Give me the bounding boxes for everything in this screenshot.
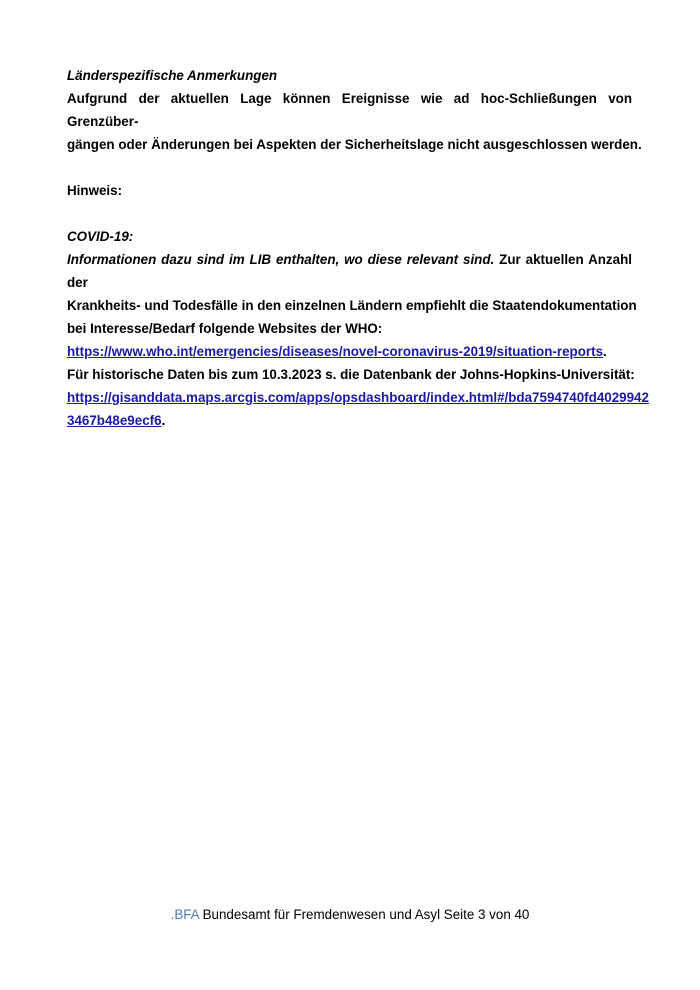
covid-line-3: bei Interesse/Bedarf folgende Websites der WHO: (67, 321, 383, 336)
jhu-link-line-1 (67, 386, 649, 409)
document-body (67, 64, 649, 432)
bfa-logo: .BFA (170, 907, 199, 922)
intro-line-1: Aufgrund der aktuellen Lage können Ereignisse wie ad hoc-Schließungen von Grenzüber- (67, 91, 632, 129)
page-footer (0, 906, 700, 924)
covid-line-1 (67, 248, 632, 294)
covid-line-1-text: Zur aktuellen Anzahl der (67, 252, 632, 290)
paragraph-spacer (67, 156, 632, 179)
historic-data-text: Für historische Daten bis zum 10.3.2023 s. die Datenbank der Johns-Hopkins-Universität: (67, 367, 635, 382)
hinweis-label: Hinweis: (67, 183, 123, 198)
jhu-link-line-2 (67, 409, 632, 432)
covid-italic-note: Informationen dazu sind im LIB enthalten, wo diese relevant sind. (67, 252, 495, 267)
footer-text: Bundesamt für Fremdenwesen und Asyl Seite 3 von 40 (198, 907, 530, 922)
jhu-dashboard-link-part-2[interactable]: 3467b48e9ecf6 (67, 413, 162, 428)
covid-line-2: Krankheits- und Todesfälle in den einzelnen Ländern empfiehlt die Staatendokumentation (67, 298, 637, 313)
jhu-dashboard-link-part-1[interactable]: https://gisanddata.maps.arcgis.com/apps/opsdashboard/index.html#/bda7594740fd4029942 (67, 390, 649, 405)
covid-heading: COVID-19: (67, 229, 134, 244)
intro-line-2: gängen oder Änderungen bei Aspekten der Sicherheitslage nicht ausgeschlossen werden. (67, 137, 642, 152)
who-situation-reports-link[interactable]: https://www.who.int/emergencies/diseases/novel-coronavirus-2019/situation-reports (67, 344, 604, 359)
who-link-line (67, 340, 632, 363)
jhu-link-period: . (161, 413, 166, 428)
paragraph-spacer (67, 202, 632, 225)
who-link-period: . (603, 344, 607, 359)
section-heading: Länderspezifische Anmerkungen (67, 68, 278, 83)
